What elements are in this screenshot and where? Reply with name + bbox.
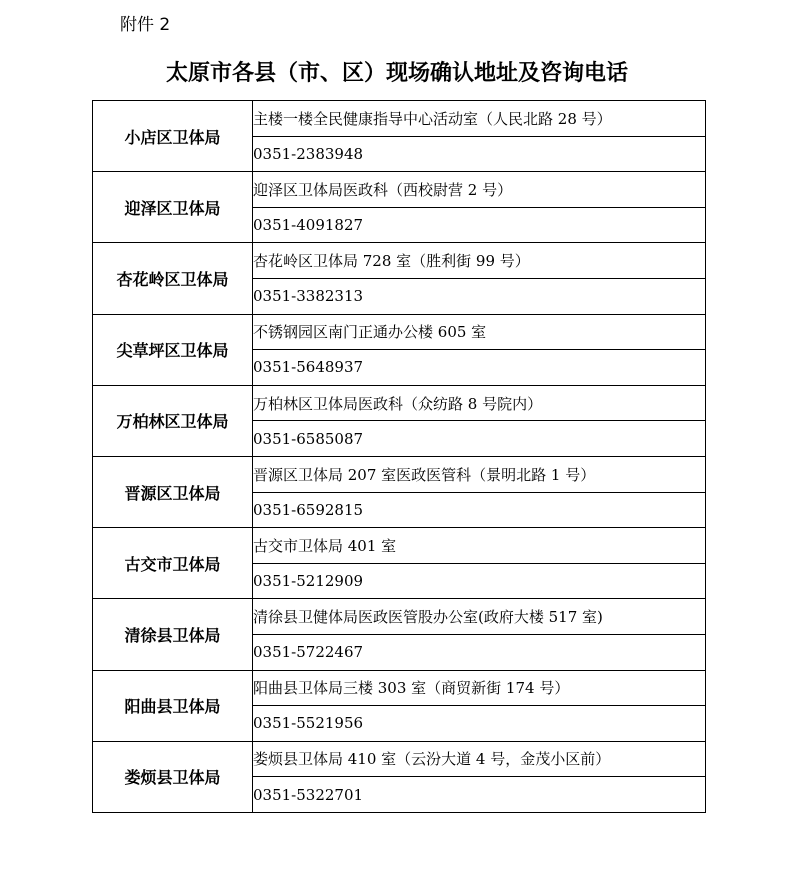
office-name: 阳曲县卫体局 <box>93 670 253 741</box>
address-cell: 万柏林区卫体局医政科（众纺路 8 号院内） <box>253 385 706 421</box>
office-name: 古交市卫体局 <box>93 528 253 599</box>
office-name: 万柏林区卫体局 <box>93 385 253 456</box>
table-row <box>93 243 706 279</box>
table-row <box>93 172 706 208</box>
address-cell: 杏花岭区卫体局 728 室（胜利街 99 号） <box>253 243 706 279</box>
phone-cell: 0351-2383948 <box>253 136 706 172</box>
phone-cell: 0351-4091827 <box>253 207 706 243</box>
address-cell: 娄烦县卫体局 410 室（云汾大道 4 号，金茂小区前） <box>253 741 706 777</box>
office-name: 清徐县卫体局 <box>93 599 253 670</box>
address-cell: 迎泽区卫体局医政科（西校尉营 2 号） <box>253 172 706 208</box>
table-row <box>93 528 706 564</box>
address-cell: 清徐县卫健体局医政医管股办公室(政府大楼 517 室) <box>253 599 706 635</box>
phone-cell: 0351-6585087 <box>253 421 706 457</box>
address-cell: 不锈钢园区南门正通办公楼 605 室 <box>253 314 706 350</box>
phone-cell: 0351-5648937 <box>253 350 706 386</box>
office-name: 娄烦县卫体局 <box>93 741 253 812</box>
office-name: 尖草坪区卫体局 <box>93 314 253 385</box>
table-row <box>93 101 706 137</box>
page-title: 太原市各县（市、区）现场确认地址及咨询电话 <box>165 60 628 86</box>
office-name: 小店区卫体局 <box>93 101 253 172</box>
phone-cell: 0351-5322701 <box>253 777 706 813</box>
phone-cell: 0351-5521956 <box>253 706 706 742</box>
contact-table <box>92 100 706 813</box>
table-row <box>93 314 706 350</box>
address-cell: 古交市卫体局 401 室 <box>253 528 706 564</box>
office-name: 晋源区卫体局 <box>93 456 253 527</box>
office-name: 迎泽区卫体局 <box>93 172 253 243</box>
office-name: 杏花岭区卫体局 <box>93 243 253 314</box>
table-row <box>93 741 706 777</box>
address-cell: 阳曲县卫体局三楼 303 室（商贸新街 174 号） <box>253 670 706 706</box>
address-cell: 晋源区卫体局 207 室医政医管科（景明北路 1 号） <box>253 456 706 492</box>
attachment-label: 附件 2 <box>120 15 171 35</box>
table-row <box>93 670 706 706</box>
table-row <box>93 385 706 421</box>
table-row <box>93 456 706 492</box>
phone-cell: 0351-6592815 <box>253 492 706 528</box>
address-cell: 主楼一楼全民健康指导中心活动室（人民北路 28 号） <box>253 101 706 137</box>
phone-cell: 0351-5722467 <box>253 634 706 670</box>
table-row <box>93 599 706 635</box>
phone-cell: 0351-3382313 <box>253 278 706 314</box>
phone-cell: 0351-5212909 <box>253 563 706 599</box>
